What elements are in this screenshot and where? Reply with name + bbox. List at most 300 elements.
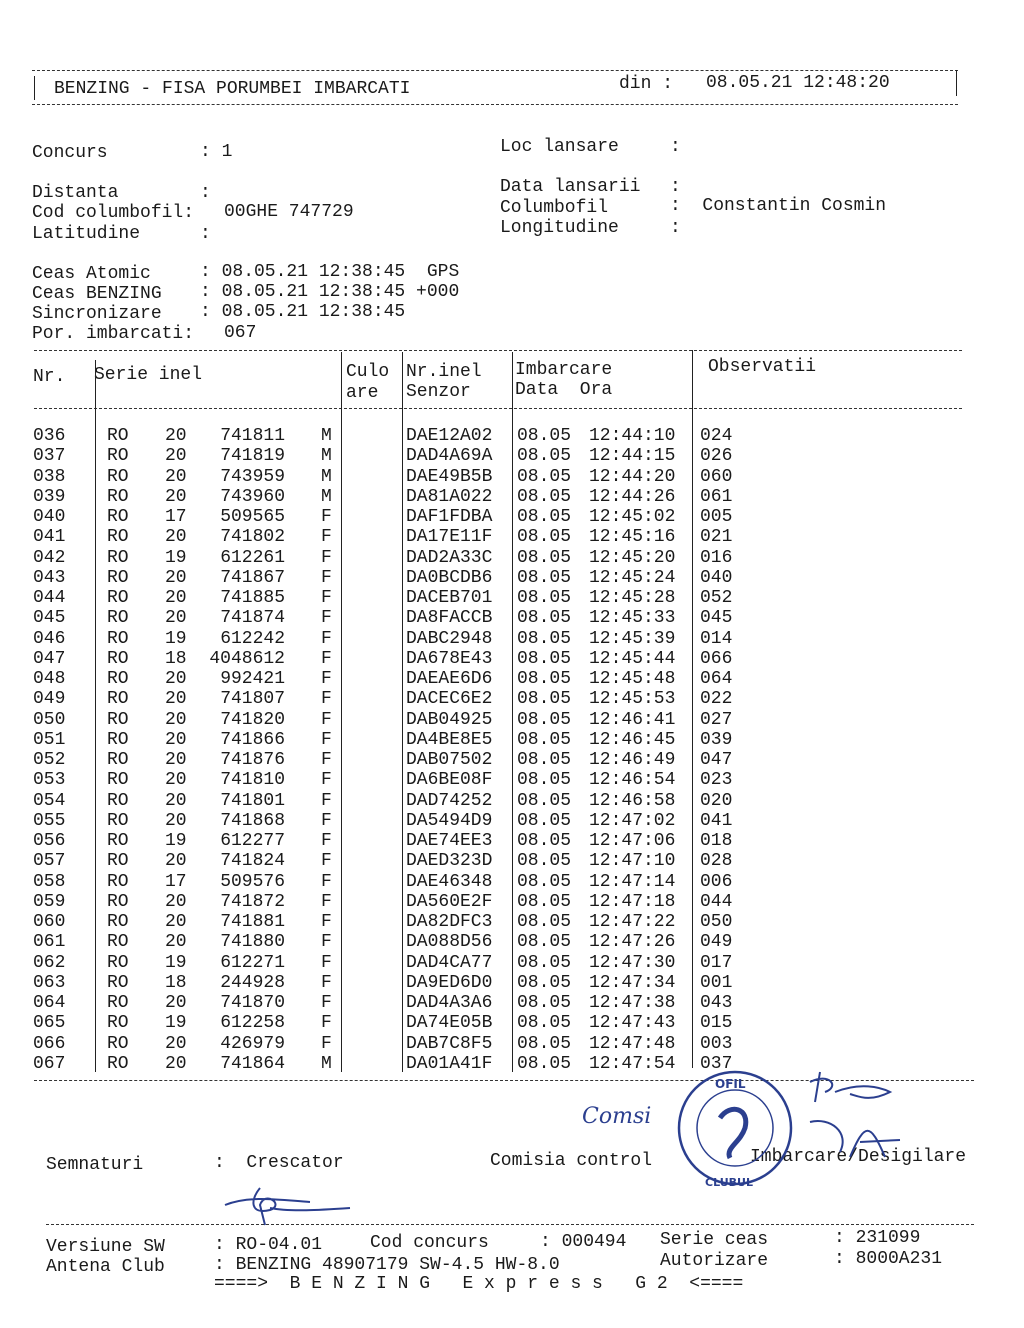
ring-number: 741885 (220, 588, 285, 608)
ring-number: 612242 (220, 628, 285, 649)
ring-number: 741824 (220, 851, 285, 872)
country-code: RO (107, 547, 129, 568)
row-number: 052 (33, 750, 66, 770)
ring-number: 741872 (220, 891, 285, 912)
sensor-id: DA74E05B (406, 1013, 493, 1034)
boarding-date: 08.05 (517, 790, 572, 811)
col-senzor-header: Senzor (406, 382, 471, 402)
boarding-date: 08.05 (517, 1033, 572, 1054)
sensor-id: DAD2A33C (406, 547, 493, 568)
sex: F (321, 628, 332, 649)
sex: F (321, 891, 332, 912)
ring-number: 741867 (220, 567, 285, 588)
sex: M (321, 466, 332, 487)
crescator-label: : Crescator (214, 1153, 344, 1173)
ring-number: 741866 (220, 729, 285, 750)
sensor-id: DAE46348 (406, 871, 493, 892)
boarding-time: 12:46:49 (589, 750, 676, 770)
row-number: 044 (33, 588, 66, 608)
boarding-date: 08.05 (517, 588, 572, 608)
observation: 016 (700, 547, 733, 568)
comisia-label: Comisia control (490, 1151, 653, 1171)
ring-number: 509576 (220, 871, 285, 892)
boarding-time: 12:45:39 (589, 628, 676, 649)
ring-year: 20 (165, 608, 187, 629)
row-number: 038 (33, 466, 66, 487)
table-row (0, 1054, 760, 1074)
ring-number: 612258 (220, 1013, 285, 1034)
observation: 006 (700, 871, 733, 892)
ring-number: 741801 (220, 790, 285, 811)
row-number: 054 (33, 790, 66, 811)
cod-concurs-value: : 000494 (540, 1232, 627, 1252)
svg-text:Comsi: Comsi (582, 1104, 652, 1129)
sensor-id: DABC2948 (406, 628, 493, 649)
ring-year: 20 (165, 750, 187, 770)
boarding-time: 12:44:10 (589, 426, 676, 446)
sex: F (321, 1033, 332, 1054)
sex: F (321, 648, 332, 669)
sex: F (321, 689, 332, 710)
sensor-id: DA6BE08F (406, 770, 493, 791)
table-row (0, 791, 760, 811)
boarding-time: 12:47:54 (589, 1053, 676, 1074)
svg-text:CLUBUL: CLUBUL (705, 1176, 753, 1189)
imbarcare-desigilare-label: Imbarcare/Desigilare (750, 1147, 967, 1167)
table-row (0, 710, 760, 730)
boarding-time: 12:45:20 (589, 547, 676, 568)
table-row (0, 872, 760, 892)
country-code: RO (107, 426, 129, 446)
ring-number: 741807 (220, 689, 285, 710)
sensor-id: DAB7C8F5 (406, 1033, 493, 1054)
table-row (0, 892, 760, 912)
boarding-date: 08.05 (517, 466, 572, 487)
ring-number: 741868 (220, 810, 285, 831)
loc-value: : (670, 137, 681, 157)
ring-number: 4048612 (209, 648, 285, 669)
ring-year: 20 (165, 527, 187, 548)
serie-ceas-value: : 231099 (834, 1228, 921, 1248)
table-row (0, 973, 760, 993)
boarding-date: 08.05 (517, 851, 572, 872)
document-title: BENZING - FISA PORUMBEI IMBARCATI (54, 79, 411, 99)
observation: 027 (700, 709, 733, 730)
ring-number: 612261 (220, 547, 285, 568)
ring-number: 741880 (220, 932, 285, 953)
ring-year: 20 (165, 426, 187, 446)
versiune-label: Versiune SW (46, 1237, 165, 1257)
sex: F (321, 567, 332, 588)
sensor-id: DAB07502 (406, 750, 493, 770)
sex: F (321, 790, 332, 811)
boarding-date: 08.05 (517, 1013, 572, 1034)
boarding-date: 08.05 (517, 486, 572, 507)
sex: F (321, 770, 332, 791)
country-code: RO (107, 466, 129, 487)
observation: 028 (700, 851, 733, 872)
sex: F (321, 527, 332, 548)
ring-year: 20 (165, 790, 187, 811)
ring-number: 244928 (220, 972, 285, 993)
col-are-header: are (346, 383, 379, 403)
sensor-id: DAD4CA77 (406, 952, 493, 973)
sex: F (321, 507, 332, 527)
sex: F (321, 912, 332, 932)
sensor-id: DA01A41F (406, 1053, 493, 1074)
ring-number: 741811 (220, 426, 285, 446)
table-row (0, 548, 760, 568)
sensor-id: DA82DFC3 (406, 912, 493, 932)
sensor-id: DA81A022 (406, 486, 493, 507)
row-number: 057 (33, 851, 66, 872)
antena-value: : BENZING 48907179 SW-4.5 HW-8.0 (214, 1255, 560, 1275)
sex: F (321, 851, 332, 872)
columbofil-label: Columbofil (500, 198, 609, 218)
table-row (0, 932, 760, 952)
country-code: RO (107, 810, 129, 831)
observation: 049 (700, 932, 733, 953)
benzing-banner: ====> B E N Z I N G E x p r e s s G 2 <==== (214, 1274, 744, 1294)
boarding-date: 08.05 (517, 831, 572, 851)
table-row (0, 1013, 760, 1033)
row-number: 050 (33, 709, 66, 730)
sensor-id: DACEC6E2 (406, 689, 493, 710)
row-number: 037 (33, 446, 66, 467)
table-row (0, 649, 760, 669)
table-row (0, 730, 760, 750)
ceas-atomic-label: Ceas Atomic (32, 264, 151, 284)
country-code: RO (107, 608, 129, 629)
row-number: 056 (33, 831, 66, 851)
ring-year: 20 (165, 851, 187, 872)
serie-ceas-label: Serie ceas (660, 1230, 769, 1250)
sensor-id: DAE12A02 (406, 426, 493, 446)
ring-year: 19 (165, 831, 187, 851)
country-code: RO (107, 486, 129, 507)
boarding-time: 12:47:26 (589, 932, 676, 953)
table-row (0, 446, 760, 466)
row-number: 061 (33, 932, 66, 953)
boarding-time: 12:47:14 (589, 871, 676, 892)
ring-year: 19 (165, 547, 187, 568)
observation: 044 (700, 891, 733, 912)
country-code: RO (107, 588, 129, 608)
table-row (0, 426, 760, 446)
boarding-time: 12:46:54 (589, 770, 676, 791)
ring-year: 20 (165, 567, 187, 588)
ring-year: 20 (165, 669, 187, 689)
ring-year: 20 (165, 912, 187, 932)
boarding-date: 08.05 (517, 507, 572, 527)
table-row (0, 608, 760, 628)
table-row (0, 689, 760, 709)
country-code: RO (107, 871, 129, 892)
crescator-signature (220, 1180, 360, 1230)
commission-signatures (790, 1062, 980, 1172)
distanta-value: : (200, 183, 211, 203)
versiune-value: : RO-04.01 (214, 1235, 323, 1255)
row-number: 059 (33, 891, 66, 912)
ring-number: 741876 (220, 750, 285, 770)
row-number: 045 (33, 608, 66, 629)
ring-year: 17 (165, 871, 187, 892)
divider (956, 70, 957, 96)
boarding-date: 08.05 (517, 972, 572, 993)
cod-concurs-label: Cod concurs (370, 1233, 489, 1253)
ring-number: 741881 (220, 912, 285, 932)
table-row (0, 851, 760, 871)
ring-year: 20 (165, 689, 187, 710)
sex: M (321, 1053, 332, 1074)
boarding-time: 12:47:06 (589, 831, 676, 851)
observation: 018 (700, 831, 733, 851)
ring-year: 20 (165, 709, 187, 730)
ceas-benzing-value: : 08.05.21 12:38:45 +000 (200, 282, 460, 302)
boarding-date: 08.05 (517, 709, 572, 730)
sensor-id: DA560E2F (406, 891, 493, 912)
table-row (0, 750, 760, 770)
ring-number: 612277 (220, 831, 285, 851)
row-number: 065 (33, 1013, 66, 1034)
loc-label: Loc lansare (500, 137, 619, 157)
boarding-date: 08.05 (517, 952, 572, 973)
boarding-date: 08.05 (517, 426, 572, 446)
autorizare-value: : 8000A231 (834, 1249, 943, 1269)
sex: F (321, 831, 332, 851)
country-code: RO (107, 932, 129, 953)
comisie-signature (580, 1095, 690, 1135)
row-number: 064 (33, 993, 66, 1013)
row-number: 067 (33, 1053, 66, 1074)
country-code: RO (107, 952, 129, 973)
data-lansarii-label: Data lansarii (500, 177, 641, 197)
sensor-id: DA0BCDB6 (406, 567, 493, 588)
latitudine-label: Latitudine (32, 224, 141, 244)
boarding-date: 08.05 (517, 628, 572, 649)
country-code: RO (107, 770, 129, 791)
ring-number: 741802 (220, 527, 285, 548)
country-code: RO (107, 891, 129, 912)
country-code: RO (107, 912, 129, 932)
ring-year: 20 (165, 993, 187, 1013)
ring-year: 20 (165, 486, 187, 507)
ring-number: 741870 (220, 993, 285, 1013)
row-number: 053 (33, 770, 66, 791)
club-stamp (675, 1058, 795, 1198)
observation: 022 (700, 689, 733, 710)
sincronizare-label: Sincronizare (32, 304, 162, 324)
concurs-value: : 1 (200, 142, 233, 162)
boarding-date: 08.05 (517, 770, 572, 791)
boarding-time: 12:45:24 (589, 567, 676, 588)
observation: 060 (700, 466, 733, 487)
row-number: 042 (33, 547, 66, 568)
boarding-time: 12:45:44 (589, 648, 676, 669)
por-value: 067 (224, 323, 257, 343)
observation: 041 (700, 810, 733, 831)
country-code: RO (107, 851, 129, 872)
ring-year: 19 (165, 628, 187, 649)
observation: 039 (700, 729, 733, 750)
observation: 037 (700, 1053, 733, 1074)
boarding-date: 08.05 (517, 608, 572, 629)
sex: F (321, 750, 332, 770)
boarding-date: 08.05 (517, 932, 572, 953)
ring-number: 741819 (220, 446, 285, 467)
boarding-time: 12:47:34 (589, 972, 676, 993)
boarding-date: 08.05 (517, 891, 572, 912)
divider (34, 350, 962, 351)
por-label: Por. imbarcati: (32, 324, 195, 344)
ring-year: 20 (165, 770, 187, 791)
boarding-date: 08.05 (517, 689, 572, 710)
col-culo-header: Culo (346, 362, 390, 382)
sex: F (321, 952, 332, 973)
boarding-time: 12:47:18 (589, 891, 676, 912)
country-code: RO (107, 1013, 129, 1034)
latitudine-value: : (200, 224, 211, 244)
boarding-time: 12:45:53 (589, 689, 676, 710)
ceas-atomic-value: : 08.05.21 12:38:45 GPS (200, 262, 460, 282)
divider (34, 76, 35, 100)
sex: F (321, 871, 332, 892)
sex: F (321, 709, 332, 730)
ring-year: 19 (165, 952, 187, 973)
cod-label: Cod columbofil: (32, 203, 195, 223)
boarding-time: 12:47:02 (589, 810, 676, 831)
autorizare-label: Autorizare (660, 1251, 769, 1271)
ring-year: 18 (165, 972, 187, 993)
row-number: 062 (33, 952, 66, 973)
observation: 020 (700, 790, 733, 811)
sex: F (321, 972, 332, 993)
table-row (0, 467, 760, 487)
observation: 026 (700, 446, 733, 467)
observation: 052 (700, 588, 733, 608)
longitudine-value: : (670, 218, 681, 238)
observation: 064 (700, 669, 733, 689)
col-nrinel-header: Nr.inel (406, 362, 482, 382)
row-number: 047 (33, 648, 66, 669)
country-code: RO (107, 709, 129, 730)
sensor-id: DAD4A69A (406, 446, 493, 467)
country-code: RO (107, 567, 129, 588)
sensor-id: DAE74EE3 (406, 831, 493, 851)
sensor-id: DAB04925 (406, 709, 493, 730)
ring-year: 17 (165, 507, 187, 527)
divider (34, 408, 962, 409)
country-code: RO (107, 669, 129, 689)
boarding-date: 08.05 (517, 1053, 572, 1074)
boarding-date: 08.05 (517, 547, 572, 568)
country-code: RO (107, 1033, 129, 1054)
distanta-label: Distanta (32, 183, 119, 203)
svg-text:OFIL: OFIL (715, 1077, 746, 1091)
ring-number: 741864 (220, 1053, 285, 1074)
boarding-time: 12:44:15 (589, 446, 676, 467)
sensor-id: DA678E43 (406, 648, 493, 669)
boarding-date: 08.05 (517, 446, 572, 467)
country-code: RO (107, 446, 129, 467)
concurs-label: Concurs (32, 143, 108, 163)
row-number: 051 (33, 729, 66, 750)
boarding-time: 12:46:58 (589, 790, 676, 811)
col-imbarcare-header: Imbarcare (515, 360, 613, 380)
sensor-id: DACEB701 (406, 588, 493, 608)
row-number: 043 (33, 567, 66, 588)
boarding-date: 08.05 (517, 750, 572, 770)
row-number: 046 (33, 628, 66, 649)
sex: F (321, 588, 332, 608)
row-number: 041 (33, 527, 66, 548)
row-number: 060 (33, 912, 66, 932)
observation: 043 (700, 993, 733, 1013)
observation: 047 (700, 750, 733, 770)
observation: 017 (700, 952, 733, 973)
sensor-id: DA5494D9 (406, 810, 493, 831)
ring-number: 743960 (220, 486, 285, 507)
ring-number: 426979 (220, 1033, 285, 1054)
sex: F (321, 608, 332, 629)
row-number: 040 (33, 507, 66, 527)
sensor-id: DA088D56 (406, 932, 493, 953)
country-code: RO (107, 831, 129, 851)
boarding-time: 12:45:28 (589, 588, 676, 608)
table-row (0, 487, 760, 507)
date-value: 08.05.21 12:48:20 (706, 73, 890, 93)
ring-year: 20 (165, 466, 187, 487)
boarding-date: 08.05 (517, 993, 572, 1013)
row-number: 058 (33, 871, 66, 892)
sensor-id: DA4BE8E5 (406, 729, 493, 750)
antena-label: Antena Club (46, 1257, 165, 1277)
cod-value: 00GHE 747729 (224, 202, 354, 222)
sex: F (321, 669, 332, 689)
sensor-id: DAEAE6D6 (406, 669, 493, 689)
ring-year: 19 (165, 1013, 187, 1034)
sex: M (321, 426, 332, 446)
boarding-time: 12:47:30 (589, 952, 676, 973)
boarding-date: 08.05 (517, 871, 572, 892)
observation: 014 (700, 628, 733, 649)
sex: F (321, 729, 332, 750)
boarding-time: 12:47:43 (589, 1013, 676, 1034)
sex: M (321, 446, 332, 467)
table-row (0, 568, 760, 588)
table-row (0, 770, 760, 790)
col-dataora-header: Data Ora (515, 380, 613, 400)
boarding-date: 08.05 (517, 648, 572, 669)
sex: F (321, 810, 332, 831)
col-serie-header: Serie inel (94, 365, 203, 385)
observation: 040 (700, 567, 733, 588)
country-code: RO (107, 527, 129, 548)
row-number: 063 (33, 972, 66, 993)
observation: 023 (700, 770, 733, 791)
col-observatii-header: Observatii (708, 357, 817, 377)
sincronizare-value: : 08.05.21 12:38:45 (200, 302, 406, 322)
table-row (0, 811, 760, 831)
observation: 061 (700, 486, 733, 507)
boarding-time: 12:47:38 (589, 993, 676, 1013)
ring-number: 741874 (220, 608, 285, 629)
divider (46, 1224, 974, 1225)
boarding-date: 08.05 (517, 567, 572, 588)
observation: 066 (700, 648, 733, 669)
ring-year: 20 (165, 729, 187, 750)
boarding-time: 12:46:45 (589, 729, 676, 750)
